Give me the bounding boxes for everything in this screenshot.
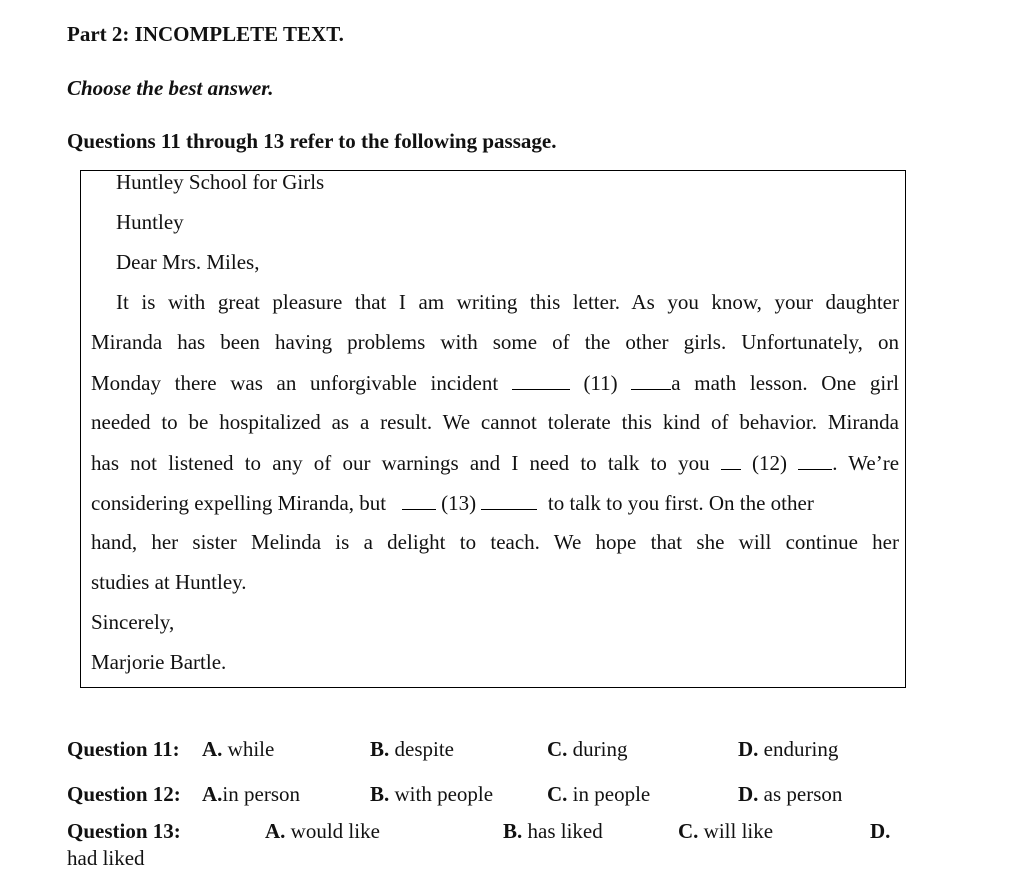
letter-line-2: Miranda has been having problems with some of the other girls. Unfortunately, on <box>91 330 899 354</box>
q12-option-c[interactable]: C. in people <box>547 782 651 806</box>
letter-town: Huntley <box>116 210 184 234</box>
q12-option-a[interactable]: A.in person <box>202 782 300 806</box>
letter-line-5: has not listened to any of our warnings and I need to talk to you (12) . We’re <box>91 450 899 475</box>
question-11-label: Question 11: <box>67 737 180 761</box>
letter-line-1: It is with great pleasure that I am writing this letter. As you know, your daughter <box>116 290 899 314</box>
q11-option-b[interactable]: B. despite <box>370 737 454 761</box>
q13-option-b[interactable]: B. has liked <box>503 819 603 843</box>
letter-school: Huntley School for Girls <box>116 170 325 194</box>
instruction: Choose the best answer. <box>67 76 274 100</box>
q13-option-d-text[interactable]: had liked <box>67 846 145 870</box>
q13-option-d[interactable]: D. <box>870 819 891 843</box>
q13-option-c[interactable]: C. will like <box>678 819 774 843</box>
q11-option-c[interactable]: C. during <box>547 737 628 761</box>
question-13-label: Question 13: <box>67 819 181 843</box>
letter-line-8: studies at Huntley. <box>91 570 247 594</box>
q12-option-b[interactable]: B. with people <box>370 782 494 806</box>
refer-line: Questions 11 through 13 refer to the following passage. <box>67 129 557 153</box>
letter-greeting: Dear Mrs. Miles, <box>116 250 260 274</box>
blank-13b <box>481 490 537 510</box>
question-12-label: Question 12: <box>67 782 181 806</box>
q12-option-d[interactable]: D. as person <box>738 782 843 806</box>
blank-13a <box>402 490 436 510</box>
q11-option-a[interactable]: A. while <box>202 737 275 761</box>
blank-12b <box>798 450 832 470</box>
letter-line-4: needed to be hospitalized as a result. We cannot tolerate this kind of behavior. Miranda <box>91 410 899 434</box>
blank-11a <box>512 370 570 390</box>
letter-line-6: considering expelling Miranda, but (13) to talk to you first. On the other <box>91 490 814 515</box>
q11-option-d[interactable]: D. enduring <box>738 737 839 761</box>
blank-12a <box>721 450 741 470</box>
blank-11b <box>631 370 671 390</box>
letter-line-3: Monday there was an unforgivable incident (11) a math lesson. One girl <box>91 370 899 395</box>
part-title: Part 2: INCOMPLETE TEXT. <box>67 22 344 46</box>
letter-line-7: hand, her sister Melinda is a delight to teach. We hope that she will continue her <box>91 530 899 554</box>
letter-signature: Marjorie Bartle. <box>91 650 227 674</box>
letter-closing: Sincerely, <box>91 610 175 634</box>
q13-option-a[interactable]: A. would like <box>265 819 380 843</box>
